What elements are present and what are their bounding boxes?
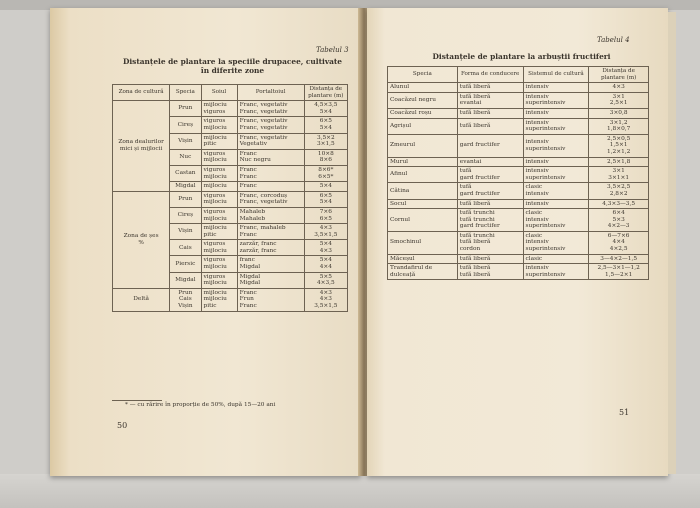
species-cell: Murul [388,157,458,167]
rootstock-cell: zarzăr, franc zarzăr, franc [237,240,304,256]
distance-cell: 3,5×2,5 2,8×2 [589,183,649,199]
header-cell: Sistemul de cultură [523,67,589,83]
distance-cell: 4×3 [589,83,649,93]
distance-cell: 3×0,8 [589,108,649,118]
table-row [113,191,348,207]
table-row [388,157,649,167]
training-form-cell: tufă liberă [457,108,523,118]
culture-system-cell: clasic intensiv superintensiv [523,209,589,232]
zone-cell: Deltă [113,288,170,311]
table-row [388,92,649,108]
table-title-line-1: Distanțele de plantare la speciile drupacee, cultivate [122,57,343,66]
distance-cell: 2,5×0,5 1,5×1 1,2×1,2 [589,134,649,157]
culture-system-cell: intensiv [523,157,589,167]
table-title: Distanțele de plantare la arbuștii fructiferi [432,52,611,61]
variety-cell: mijlociu [201,182,237,192]
table-header-row [388,67,649,83]
distance-cell: 3×1,2 1,8×0,7 [589,118,649,134]
header-cell: Distanța de plantare (m) [304,85,347,101]
species-cell: Migdal [170,182,201,192]
header-cell: Zona de cultură [113,85,170,101]
variety-cell: viguros mijlociu [201,117,237,133]
table-row [388,183,649,199]
rootstock-cell: franc Migdal [237,256,304,272]
species-cell: Alunul [388,83,458,93]
variety-cell: viguros mijlociu [201,272,237,288]
zone-cell: Zona dealurilor mici și mijlocii [113,101,170,192]
culture-system-cell: clasic intensiv [523,183,589,199]
training-form-cell: tufă liberă [457,254,523,264]
rootstock-cell: Mahaleb Mahaleb [237,207,304,223]
species-cell: Zmeurul [388,134,458,157]
zone-cell: Zona de șes % [113,191,170,288]
page-edge [668,12,676,474]
distance-cell: 4,3×3—3,5 [589,199,649,209]
rootstock-cell: Franc, vegetativ Franc, vegetativ [237,101,304,117]
table-row [388,118,649,134]
variety-cell: viguros mijlociu [201,165,237,181]
open-book [50,8,670,478]
table-row [388,231,649,254]
background-floor [0,474,700,508]
rootstock-cell: Franc, corcoduș Franc, vegetativ [237,191,304,207]
variety-cell: viguros mijlociu [201,149,237,165]
species-cell: Coacăzul roșu [388,108,458,118]
species-cell: Cireș [170,117,201,133]
training-form-cell: gard fructifer [457,134,523,157]
table-row [113,288,348,311]
training-form-cell: tufă liberă [457,83,523,93]
distance-cell: 3×1 3×1×1 [589,167,649,183]
header-cell: Distanța de plantare (m) [589,67,649,83]
distance-cell: 4×3 3,5×1,5 [304,224,347,240]
table-row [388,134,649,157]
header-cell: Soiul [201,85,237,101]
culture-system-cell: intensiv superintensiv [523,167,589,183]
species-cell: Cătina [388,183,458,199]
rootstock-cell: Franc, vegetativ Vegetativ [237,133,304,149]
training-form-cell: tufă liberă evantai [457,92,523,108]
culture-system-cell: intensiv [523,83,589,93]
table-row [388,254,649,264]
table-header-row [113,85,348,101]
table-row [388,83,649,93]
variety-cell: viguros mijlociu [201,191,237,207]
species-cell: Măceșul [388,254,458,264]
distance-cell: 5×4 4×3 [304,240,347,256]
species-cell: Vișin [170,224,201,240]
table-label: Tabelul 4 [597,36,630,44]
species-cell: Prun Cais Vișin [170,288,201,311]
training-form-cell: tufă liberă [457,118,523,134]
training-form-cell: tufă gard fructifer [457,167,523,183]
distance-cell: 5×4 [304,182,347,192]
rootstock-cell: Franc, vegetativ Franc, vegetativ [237,117,304,133]
distance-cell: 8×6* 6×5* [304,165,347,181]
species-cell: Migdal [170,272,201,288]
rootstock-cell: Franc [237,182,304,192]
species-cell: Cais [170,240,201,256]
header-cell: Specia [170,85,201,101]
left-page [50,8,361,476]
table-label: Tabelul 3 [316,46,349,54]
variety-cell: viguros mijlociu [201,256,237,272]
header-cell: Forma de conducere [457,67,523,83]
species-cell: Cornul [388,209,458,232]
training-form-cell: evantai [457,157,523,167]
variety-cell: viguros mijlociu [201,207,237,223]
distance-cell: 6×5 5×4 [304,117,347,133]
culture-system-cell: intensiv superintensiv [523,92,589,108]
distance-cell: 3×1 2,5×1 [589,92,649,108]
training-form-cell: tufă liberă [457,199,523,209]
culture-system-cell: intensiv [523,199,589,209]
footnote-rule [112,400,162,401]
distance-cell: 7×6 6×5 [304,207,347,223]
variety-cell: mijlociu pitic [201,224,237,240]
distance-cell: 3,5×2 3×1,5 [304,133,347,149]
shrub-spacing-table [387,66,649,280]
distance-cell: 6×5 5×4 [304,191,347,207]
training-form-cell: tufă trunchi tufă liberă cordon [457,231,523,254]
training-form-cell: tufă gard fructifer [457,183,523,199]
rootstock-cell: Franc Franc [237,165,304,181]
distance-cell: 4,5×3,5 5×4 [304,101,347,117]
table-row [388,167,649,183]
table-row [388,209,649,232]
variety-cell: mijlociu mijlociu pitic [201,288,237,311]
distance-cell: 3—4×2—1,5 [589,254,649,264]
variety-cell: viguros mijlociu [201,240,237,256]
culture-system-cell: intensiv superintensiv [523,134,589,157]
distance-cell: 10×8 8×6 [304,149,347,165]
header-cell: Portaltoiul [237,85,304,101]
species-cell: Afinul [388,167,458,183]
page-number: 50 [117,421,128,430]
species-cell: Vișin [170,133,201,149]
variety-cell: mijlociu pitic [201,133,237,149]
training-form-cell: tufă liberă tufă liberă [457,264,523,280]
table-row [388,108,649,118]
culture-system-cell: clasic intensiv superintensiv [523,231,589,254]
table-row [113,101,348,117]
distance-cell: 4×3 4×3 3,5×1,5 [304,288,347,311]
header-cell: Specia [388,67,458,83]
species-cell: Prun [170,101,201,117]
variety-cell: mijlociu viguros [201,101,237,117]
species-cell: Trandafirul de dulceață [388,264,458,280]
culture-system-cell: intensiv superintensiv [523,264,589,280]
rootstock-cell: Franc Nuc negru [237,149,304,165]
culture-system-cell: intensiv [523,108,589,118]
distance-cell: 2,5×1,8 [589,157,649,167]
table-title-line-2: în diferite zone [200,66,265,75]
right-page [367,8,668,476]
species-cell: Socul [388,199,458,209]
distance-cell: 5×4 4×4 [304,256,347,272]
rootstock-cell: Migdal Migdal [237,272,304,288]
rootstock-cell: Franc, mahaleb Franc [237,224,304,240]
distance-cell: 6×4 5×3 4×2—3 [589,209,649,232]
species-cell: Smochinul [388,231,458,254]
drupe-spacing-table [112,84,348,312]
species-cell: Coacăzul negru [388,92,458,108]
species-cell: Prun [170,191,201,207]
table-row [388,264,649,280]
culture-system-cell: intensiv superintensiv [523,118,589,134]
species-cell: Cireș [170,207,201,223]
distance-cell: 5×5 4×3,5 [304,272,347,288]
footnote: * — cu rărire în proporție de 50%, după 15—20 ani [125,402,276,408]
distance-cell: 6—7×6 4×4 4×2,5 [589,231,649,254]
rootstock-cell: Franc Frun Franc [237,288,304,311]
page-number: 51 [619,408,630,417]
species-cell: Castan [170,165,201,181]
culture-system-cell: clasic [523,254,589,264]
table-title [110,57,355,75]
species-cell: Agrișul [388,118,458,134]
training-form-cell: tufă trunchi tufă trunchi gard fructifer [457,209,523,232]
distance-cell: 2,5—3×1—1,2 1,5—2×1 [589,264,649,280]
species-cell: Nuc [170,149,201,165]
species-cell: Piersic [170,256,201,272]
table-row [388,199,649,209]
